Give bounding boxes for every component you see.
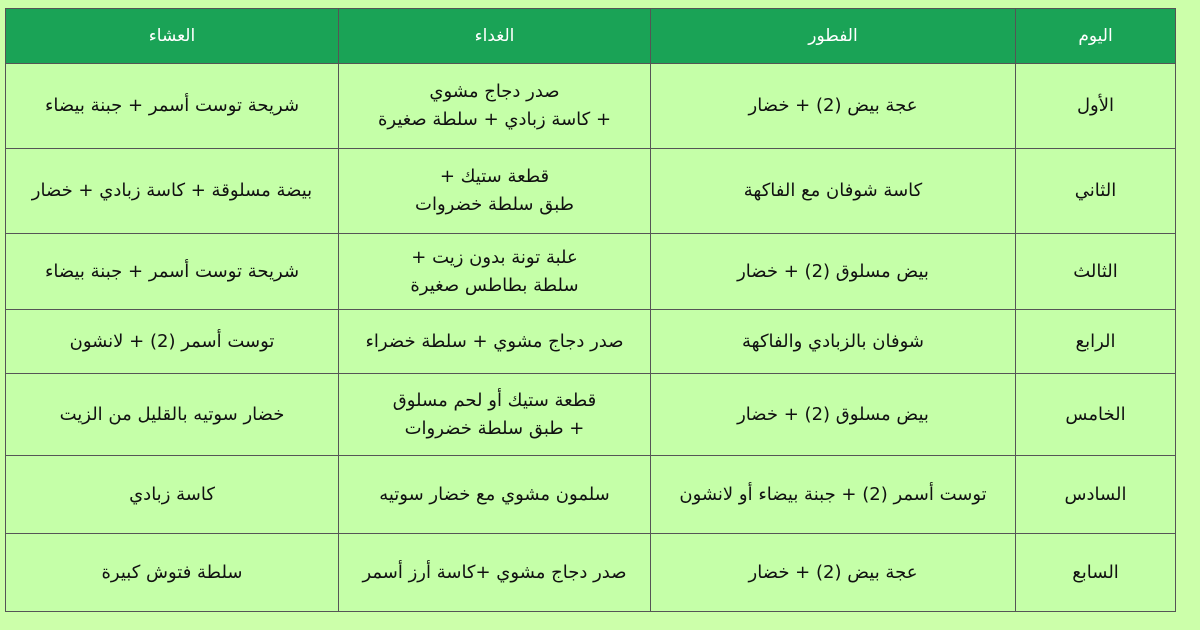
table-row — [6, 374, 1176, 456]
lunch-cell — [339, 534, 651, 612]
lunch-line: صدر دجاج مشوي + سلطة خضراء — [365, 330, 624, 352]
table-header — [6, 9, 1176, 64]
lunch-line: + طبق سلطة خضروات — [404, 417, 585, 439]
day-cell: الثالث — [1016, 234, 1176, 310]
lunch-cell — [339, 149, 651, 234]
header-dinner: العشاء — [6, 9, 339, 64]
table-row — [6, 456, 1176, 534]
lunch-line: صدر دجاج مشوي +كاسة أرز أسمر — [362, 561, 627, 583]
table-row — [6, 64, 1176, 149]
lunch-line: + كاسة زبادي + سلطة صغيرة — [377, 109, 612, 130]
lunch-line: قطعة ستيك + — [439, 166, 550, 187]
breakfast-cell — [651, 234, 1016, 310]
lunch-line: علبة تونة بدون زيت + — [411, 246, 578, 268]
meal-plan-table — [5, 8, 1176, 612]
breakfast-cell — [651, 456, 1016, 534]
breakfast-cell — [651, 534, 1016, 612]
day-cell: الثاني — [1016, 149, 1176, 234]
dinner-cell — [6, 310, 339, 374]
dinner-line: خضار سوتيه بالقليل من الزيت — [59, 403, 285, 425]
table-row — [6, 534, 1176, 612]
header-breakfast: الفطور — [651, 9, 1016, 64]
breakfast-cell — [651, 374, 1016, 456]
dinner-line: شريحة توست أسمر + جبنة بيضاء — [44, 260, 300, 282]
lunch-cell — [339, 456, 651, 534]
table-row — [6, 310, 1176, 374]
breakfast-line: عجة بيض (2) + خضار — [748, 95, 918, 116]
day-cell: السادس — [1016, 456, 1176, 534]
dinner-cell — [6, 374, 339, 456]
dinner-cell — [6, 456, 339, 534]
lunch-line: سلطة بطاطس صغيرة — [410, 274, 579, 296]
lunch-line: صدر دجاج مشوي — [429, 81, 560, 102]
breakfast-line: بيض مسلوق (2) + خضار — [737, 403, 929, 425]
lunch-line: طبق سلطة خضروات — [415, 194, 574, 215]
day-cell: الأول — [1016, 64, 1176, 149]
lunch-cell — [339, 310, 651, 374]
lunch-line: قطعة ستيك أو لحم مسلوق — [392, 389, 597, 411]
dinner-cell — [6, 149, 339, 234]
table-body — [6, 64, 1176, 612]
table-row — [6, 234, 1176, 310]
header-day: اليوم — [1016, 9, 1176, 64]
breakfast-cell — [651, 310, 1016, 374]
breakfast-line: عجة بيض (2) + خضار — [748, 561, 918, 583]
dinner-cell — [6, 234, 339, 310]
breakfast-line: بيض مسلوق (2) + خضار — [737, 260, 929, 282]
day-cell: السابع — [1016, 534, 1176, 612]
breakfast-cell — [651, 64, 1016, 149]
lunch-cell — [339, 374, 651, 456]
dinner-line: توست أسمر (2) + لانشون — [69, 330, 275, 352]
dinner-cell — [6, 64, 339, 149]
day-cell: الرابع — [1016, 310, 1176, 374]
day-cell: الخامس — [1016, 374, 1176, 456]
lunch-cell — [339, 234, 651, 310]
header-lunch: الغداء — [339, 9, 651, 64]
dinner-line: بيضة مسلوقة + كاسة زبادي + خضار — [31, 180, 313, 201]
table-row — [6, 149, 1176, 234]
breakfast-line: توست أسمر (2) + جبنة بيضاء أو لانشون — [679, 483, 987, 505]
breakfast-cell — [651, 149, 1016, 234]
dinner-line: كاسة زبادي — [129, 483, 215, 505]
breakfast-line: شوفان بالزبادي والفاكهة — [742, 330, 924, 352]
lunch-cell — [339, 64, 651, 149]
dinner-cell — [6, 534, 339, 612]
breakfast-line: كاسة شوفان مع الفاكهة — [743, 180, 923, 201]
dinner-line: سلطة فتوش كبيرة — [101, 561, 243, 583]
header-row — [6, 9, 1176, 64]
lunch-line: سلمون مشوي مع خضار سوتيه — [379, 483, 610, 505]
dinner-line: شريحة توست أسمر + جبنة بيضاء — [44, 95, 300, 116]
